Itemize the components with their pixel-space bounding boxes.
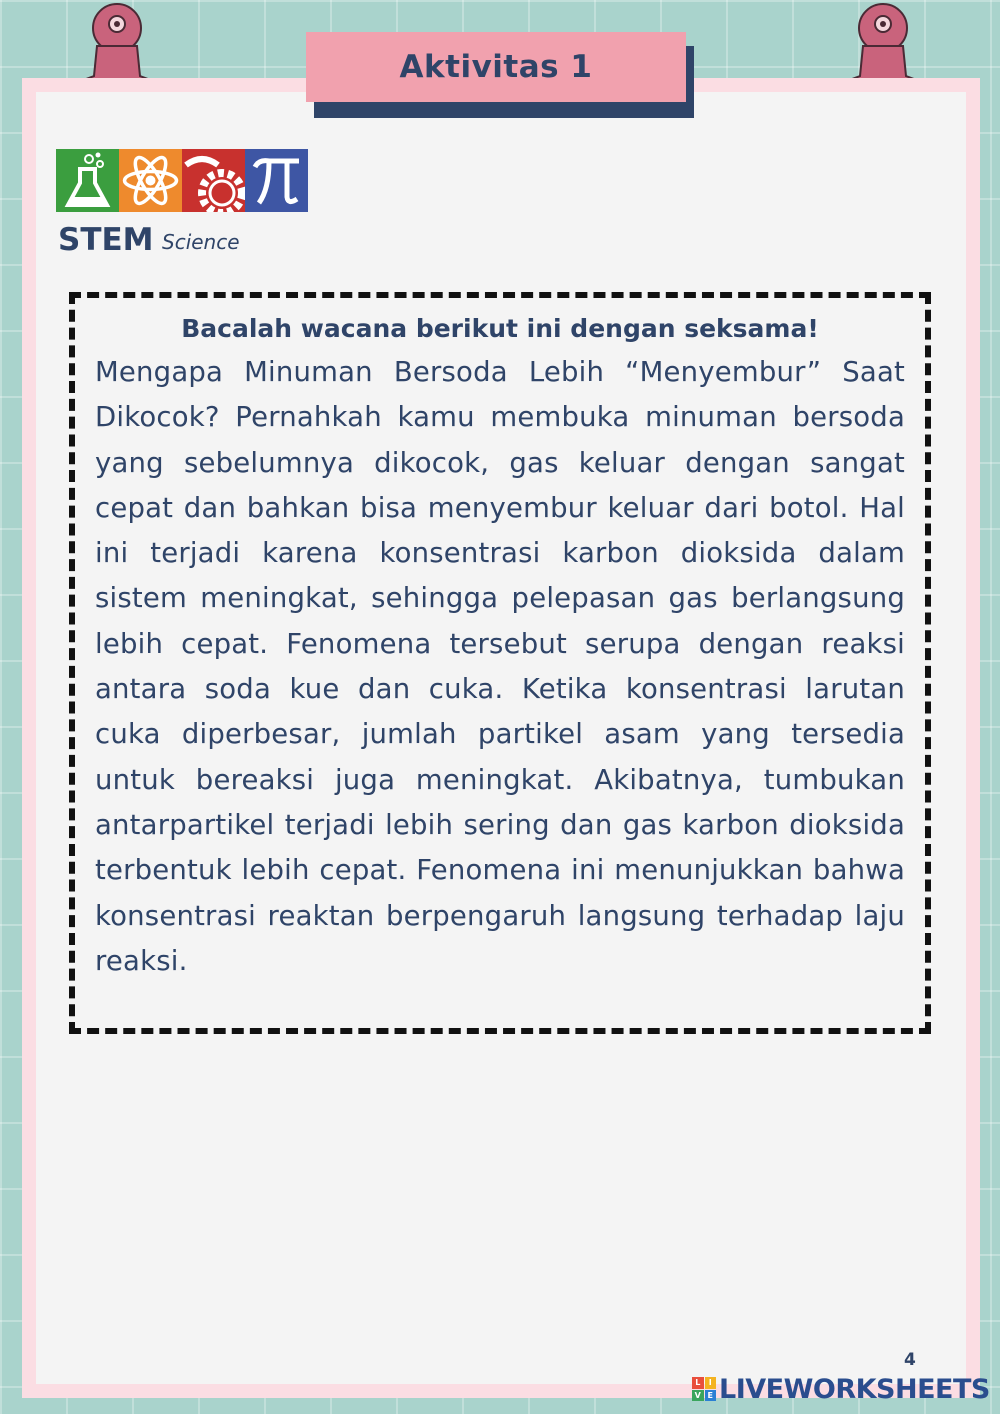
page-number: 4: [904, 1350, 916, 1370]
stem-logo: [56, 149, 308, 212]
lw-icon-letter: V: [692, 1390, 704, 1402]
math-pi-icon: [245, 149, 308, 212]
lw-icon-letter: I: [705, 1377, 717, 1389]
liveworksheets-icon: [692, 1377, 716, 1401]
reading-instruction: Bacalah wacana berikut ini dengan seksama!: [181, 314, 819, 343]
liveworksheets-logo: [692, 1372, 990, 1406]
technology-atom-icon: [119, 149, 182, 212]
stem-label: STEM: [58, 222, 154, 258]
stem-subject: Science: [162, 230, 240, 254]
science-flask-icon: [56, 149, 119, 212]
engineering-gear-icon: [182, 149, 245, 212]
page-title: Aktivitas 1: [306, 32, 686, 102]
liveworksheets-brand: LIVEWORKSHEETS: [719, 1373, 990, 1405]
lw-icon-letter: L: [692, 1377, 704, 1389]
reading-box: [69, 292, 931, 1034]
lw-icon-letter: E: [705, 1390, 717, 1402]
reading-passage: Mengapa Minuman Bersoda Lebih “Menyembur” Saat Dikocok? Pernahkah kamu membuka minuman bersoda yang sebelumnya dikocok, gas keluar dengan sangat cepat dan bahkan bisa menyembur keluar dari botol. Hal ini terjadi karena konsentrasi karbon dioksida dalam sistem meningkat, sehingga pelepasan gas berlangsung lebih cepat. Fenomena tersebut serupa dengan reaksi antara soda kue dan cuka. Ketika konsentrasi larutan cuka diperbesar, jumlah partikel asam yang tersedia untuk bereaksi juga meningkat. Akibatnya, tumbukan antarpartikel terjadi lebih sering dan gas karbon dioksida terbentuk lebih cepat. Fenomena ini menunjukkan bahwa konsentrasi reaktan berpengaruh langsung terhadap laju reaksi.: [95, 356, 905, 977]
